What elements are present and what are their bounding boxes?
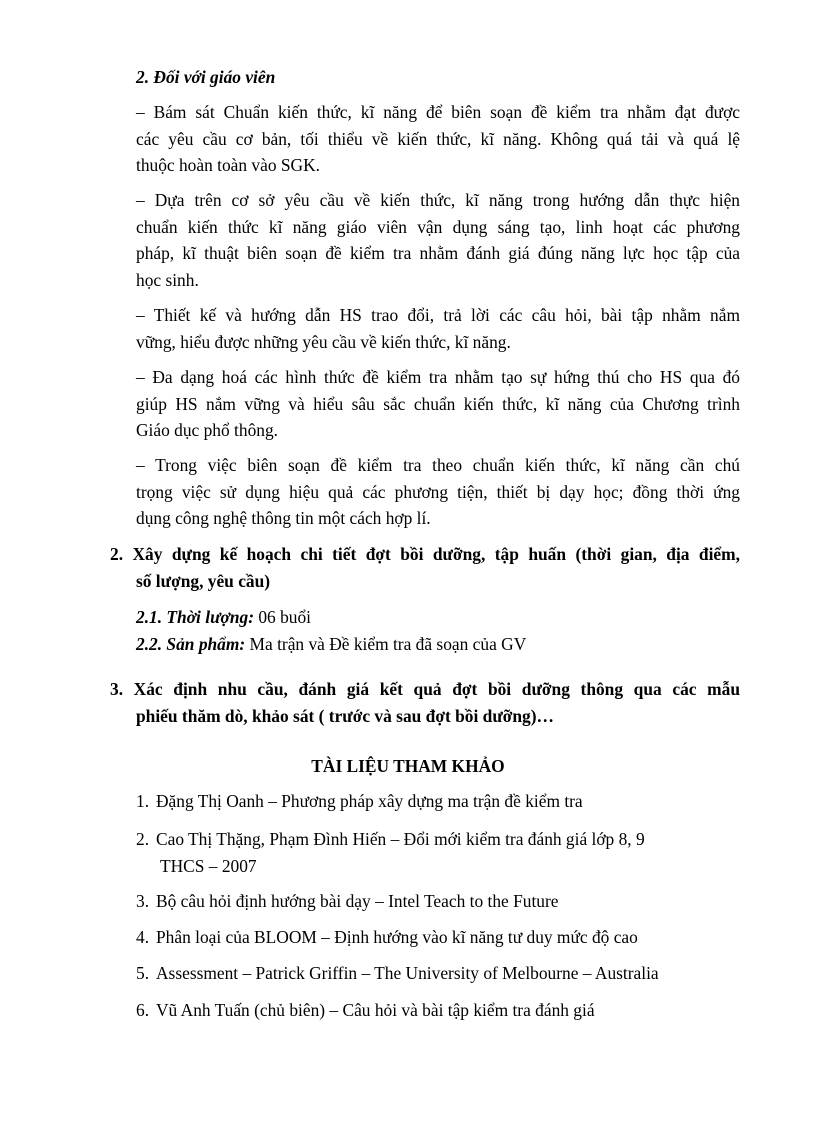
product-value: Ma trận và Đề kiểm tra đã soạn của GV [245,634,527,654]
reference-text: Assessment – Patrick Griffin – The University of Melbourne – Australia [156,963,659,983]
duration-value: 06 buổi [253,607,311,627]
paragraph-line: thuộc hoàn toàn vào SGK. [136,155,321,175]
paragraph-line: – Thiết kế và hướng dẫn HS trao đổi, trả lời các câu hỏi, bài tập nhằm nắm [136,305,740,325]
paragraph-line: pháp, kĩ thuật biên soạn đề kiểm tra nhằm đánh giá đúng năng lực học tập của [136,243,740,263]
reference-text: Vũ Anh Tuấn (chủ biên) – Câu hỏi và bài tập kiểm tra đánh giá [156,1000,595,1020]
duration-label: 2.1. Thời lượng: [136,607,254,627]
paragraph-line: giúp HS nắm vững và hiểu sâu sắc chuẩn kiến thức, kĩ năng của Chương trình [136,393,740,414]
paragraph-line: – Bám sát Chuẩn kiến thức, kĩ năng để biên soạn đề kiểm tra nhằm đạt được [136,102,740,122]
teacher-paragraph-4 [136,364,740,444]
heading-line: 2. Xây dựng kế hoạch chi tiết đợt bồi dưỡng, tập huấn (thời gian, địa điểm, [110,544,740,564]
paragraph-line: các yêu cầu cơ bản, tối thiểu về kiến thức, kĩ năng. Không quá tải và quá lệ [136,128,740,149]
teacher-paragraph-1 [136,99,740,179]
reference-text-continued: THCS – 2007 [160,856,257,876]
teacher-paragraph-3 [136,302,740,355]
reference-number: 3. [136,891,150,911]
reference-text: Cao Thị Thặng, Phạm Đình Hiến – Đổi mới kiểm tra đánh giá lớp 8, 9 [156,829,645,849]
paragraph-line: – Trong việc biên soạn đề kiểm tra theo chuẩn kiến thức, kĩ năng cần chú [136,455,740,475]
reference-number: 1. [136,791,150,811]
heading-line: phiếu thăm dò, khảo sát ( trước và sau đợt bồi dưỡng)… [136,705,554,726]
paragraph-line: – Đa dạng hoá các hình thức đề kiểm tra nhằm tạo sự hứng thú cho HS qua đó [136,367,740,387]
reference-number: 5. [136,963,150,983]
product-line [136,631,526,658]
reference-number: 4. [136,927,150,947]
paragraph-line: chuẩn kiến thức kĩ năng giáo viên vận dụng sáng tạo, linh hoạt các phương [136,216,740,237]
heading-line: 3. Xác định nhu cầu, đánh giá kết quả đợt bồi dưỡng thông qua các mẫu [110,679,740,699]
reference-text: Đặng Thị Oanh – Phương pháp xây dựng ma trận đề kiểm tra [156,791,583,811]
reference-number: 6. [136,1000,150,1020]
references-title: TÀI LIỆU THAM KHẢO [311,756,505,776]
needs-section-heading [110,676,740,729]
teacher-section-heading: 2. Đối với giáo viên [136,67,276,87]
teacher-paragraph-2 [136,187,740,293]
paragraph-line: vững, hiểu được những yêu cầu về kiến thức, kĩ năng. [136,331,511,352]
product-label: 2.2. Sản phẩm: [136,634,246,654]
reference-text: Bộ câu hỏi định hướng bài dạy – Intel Teach to the Future [156,891,559,911]
paragraph-line: dụng công nghệ thông tin một cách hợp lí. [136,508,431,528]
paragraph-line: Giáo dục phổ thông. [136,420,279,440]
plan-section-heading [110,541,740,594]
duration-line [136,604,311,631]
paragraph-line: học sinh. [136,269,199,290]
paragraph-line: – Dựa trên cơ sở yêu cầu về kiến thức, kĩ năng trong hướng dẫn thực hiện [136,190,740,210]
reference-number: 2. [136,829,150,849]
paragraph-line: trọng việc sử dụng hiệu quả các phương tiện, thiết bị dạy học; đồng thời ứng [136,481,740,502]
reference-text: Phân loại của BLOOM – Định hướng vào kĩ năng tư duy mức độ cao [156,927,638,947]
teacher-paragraph-5 [136,452,740,532]
heading-line: số lượng, yêu cầu) [136,570,271,591]
